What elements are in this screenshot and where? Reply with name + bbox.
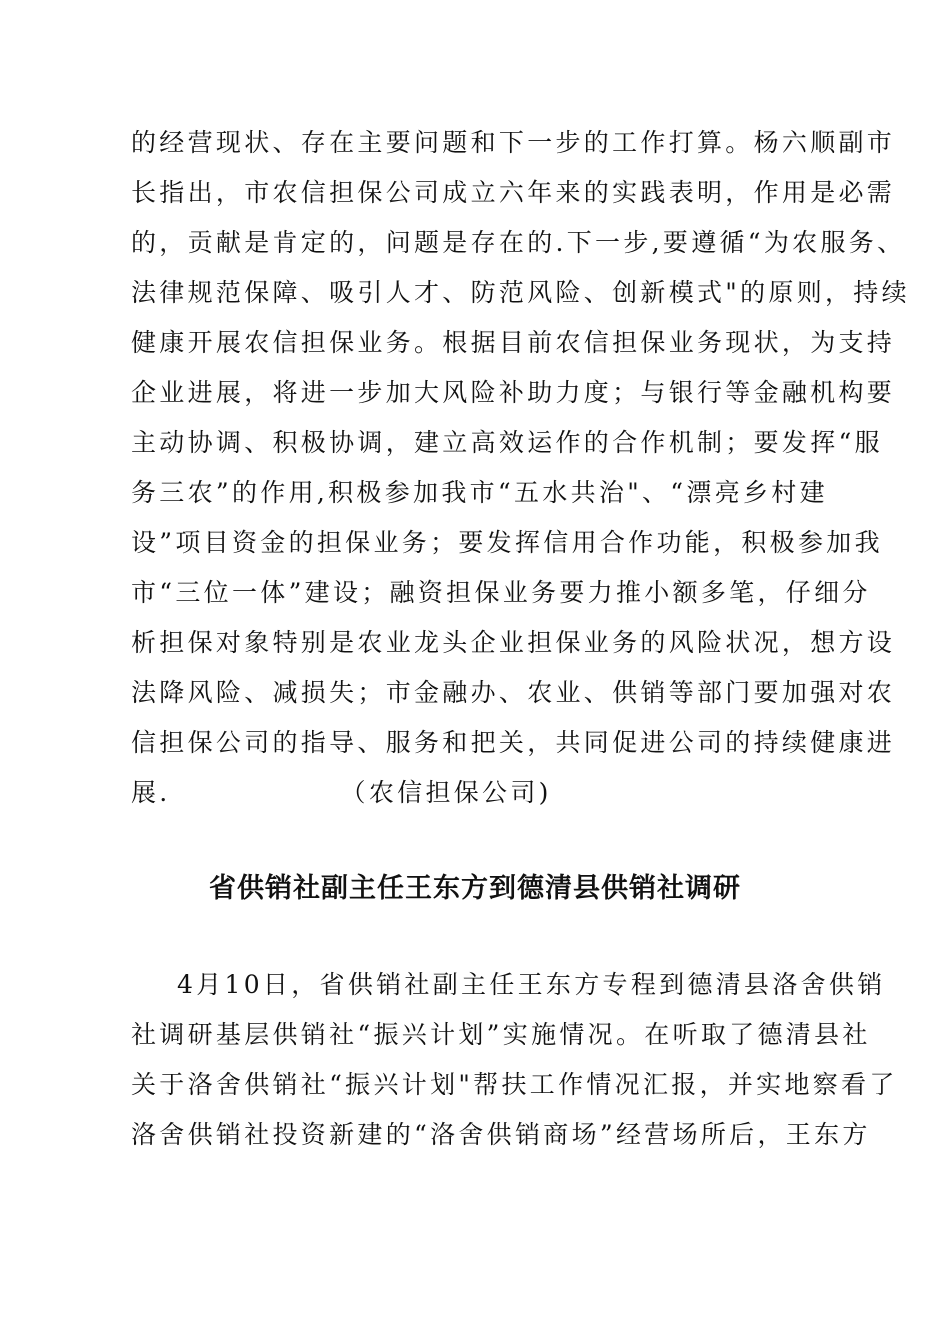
article-2-title: 省供销社副主任王东方到德清县供销社调研	[209, 873, 741, 904]
article-2-line: 4月10日，省供销社副主任王东方专程到德清县洛舍供销	[177, 970, 886, 999]
article-1-line: 企业进展，将进一步加大风险补助力度；与银行等金融机构要	[131, 378, 896, 407]
article-1-line: 长指出，市农信担保公司成立六年来的实践表明，作用是必需	[131, 178, 896, 207]
article-1-line: 健康开展农信担保业务。根据目前农信担保业务现状，为支持	[131, 328, 896, 357]
article-1-line: 市“三位一体”建设；融资担保业务要力推小额多笔，仔细分	[131, 578, 871, 607]
article-1-last-line	[131, 768, 843, 818]
article-1-line: 务三农”的作用,积极参加我市“五水共治"、“漂亮乡村建	[131, 478, 828, 507]
article-2-line: 关于洛舍供销社“振兴计划"帮扶工作情况汇报，并实地察看了	[131, 1070, 898, 1099]
article-1-line: 主动协调、积极协调，建立高效运作的合作机制；要发挥“服	[131, 428, 883, 457]
article-1-line: 设”项目资金的担保业务；要发挥信用合作功能，积极参加我	[131, 528, 883, 557]
article-1-line: 法律规范保障、吸引人才、防范风险、创新模式"的原则，持续	[131, 278, 910, 307]
article-1-line: 法降风险、减损失；市金融办、农业、供销等部门要加强对农	[131, 678, 896, 707]
article-1-source: （农信担保公司)	[340, 778, 552, 807]
article-1-line: 信担保公司的指导、服务和把关，共同促进公司的持续健康进	[131, 728, 896, 757]
article-1-line: 的，贡献是肯定的，问题是存在的.下一步,要遵循“为农服务、	[131, 228, 906, 257]
article-1-line: 的经营现状、存在主要问题和下一步的工作打算。杨六顺副市	[131, 128, 896, 157]
article-1-line: 展.	[131, 778, 171, 807]
article-2-body	[131, 960, 898, 1160]
article-1-line: 析担保对象特别是农业龙头企业担保业务的风险状况，想方设	[131, 628, 896, 657]
article-2-line: 洛舍供销社投资新建的“洛舍供销商场”经营场所后，王东方	[131, 1120, 871, 1149]
article-2-line: 社调研基层供销社“振兴计划”实施情况。在听取了德清县社	[131, 1020, 871, 1049]
article-1-body	[131, 118, 910, 818]
